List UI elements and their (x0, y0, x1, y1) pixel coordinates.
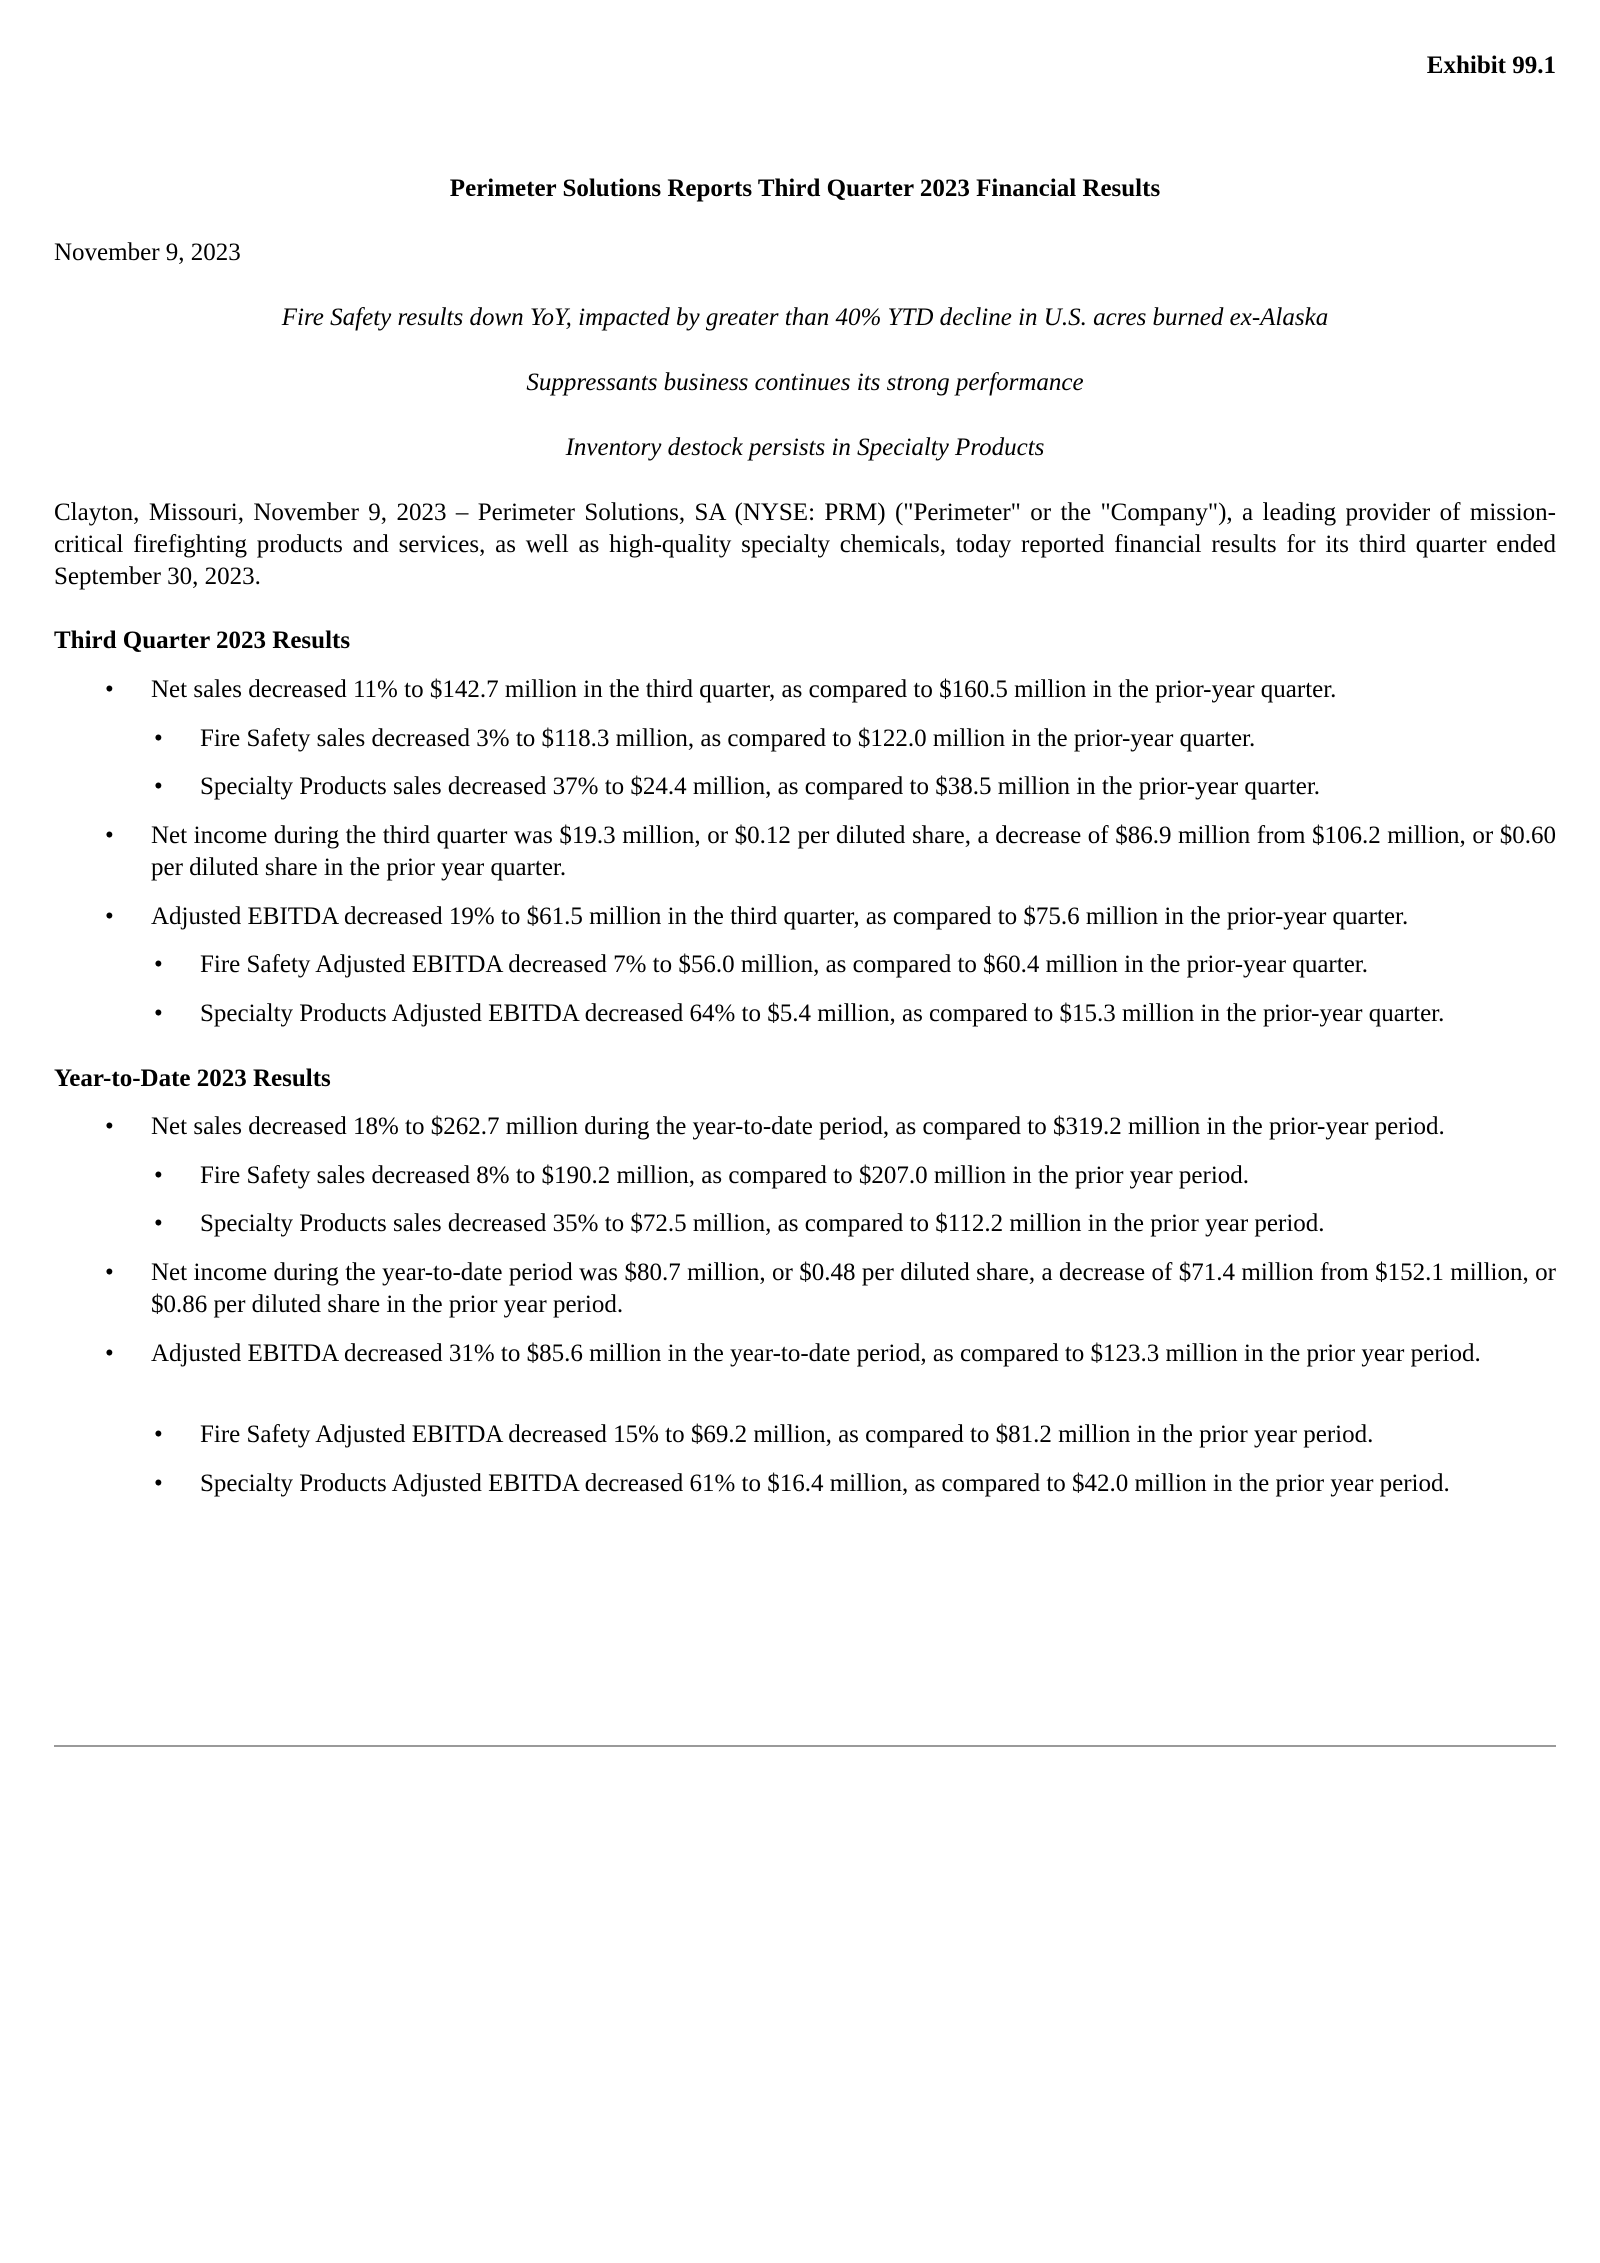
list-item (105, 901, 1556, 933)
list-item (105, 1111, 1556, 1143)
bullet-icon: • (154, 1162, 163, 1189)
bullet-icon: • (154, 1210, 163, 1237)
list-item (105, 1257, 1556, 1321)
exhibit-label: Exhibit 99.1 (1426, 52, 1556, 79)
list-item-text: Specialty Products Adjusted EBITDA decreased 64% to $5.4 million, as compared to $15.3 million in the prior-year quarter. (200, 1000, 1445, 1027)
list-item-text: Adjusted EBITDA decreased 31% to $85.6 million in the year-to-date period, as compared to $123.3 million in the prior year period. (151, 1340, 1481, 1367)
list-item (154, 723, 1556, 755)
list-item-text: Specialty Products sales decreased 37% to $24.4 million, as compared to $38.5 million in the prior-year quarter. (200, 773, 1321, 800)
bullet-icon: • (154, 951, 163, 978)
list-item (154, 1468, 1556, 1500)
list-item (105, 1338, 1556, 1370)
list-item-text: Net income during the third quarter was $19.3 million, or $0.12 per diluted share, a decrease of $86.9 million from $106.2 million, or $0.60 per diluted share in the prior year quarter. (151, 822, 1556, 881)
bullet-icon: • (105, 1259, 114, 1286)
bullet-icon: • (105, 676, 114, 703)
bullet-icon: • (105, 1340, 114, 1367)
list-item-text: Fire Safety sales decreased 3% to $118.3 million, as compared to $122.0 million in the prior-year quarter. (200, 725, 1256, 752)
page-title: Perimeter Solutions Reports Third Quarter 2023 Financial Results (449, 175, 1161, 202)
subhead-suppressants: Suppressants business continues its strong performance (526, 369, 1084, 396)
list-item (154, 949, 1556, 981)
intro-paragraph: Clayton, Missouri, November 9, 2023 – Perimeter Solutions, SA (NYSE: PRM) ("Perimeter" or the "Company"), a leading provider of mission-critical firefighting products and services, as well as high-quality specialty chemicals, today reported financial results for its third quarter ended September 30, 2023. (54, 499, 1556, 590)
list-item-text: Specialty Products Adjusted EBITDA decreased 61% to $16.4 million, as compared to $42.0 million in the prior year period. (200, 1470, 1450, 1497)
bullet-icon: • (154, 1421, 163, 1448)
release-date: November 9, 2023 (54, 239, 241, 266)
list-item-text: Specialty Products sales decreased 35% to $72.5 million, as compared to $112.2 million in the prior year period. (200, 1210, 1325, 1237)
list-item-text: Net income during the year-to-date period was $80.7 million, or $0.48 per diluted share, a decrease of $71.4 million from $152.1 million, or $0.86 per diluted share in the prior year period. (151, 1259, 1556, 1318)
subhead-fire-safety: Fire Safety results down YoY, impacted by greater than 40% YTD decline in U.S. acres burned ex-Alaska (281, 304, 1329, 331)
list-item (154, 1208, 1556, 1240)
list-item-text: Fire Safety sales decreased 8% to $190.2 million, as compared to $207.0 million in the prior year period. (200, 1162, 1250, 1189)
bullet-icon: • (154, 773, 163, 800)
list-item-text: Net sales decreased 11% to $142.7 million in the third quarter, as compared to $160.5 million in the prior-year quarter. (151, 676, 1337, 703)
list-item-text: Fire Safety Adjusted EBITDA decreased 7% to $56.0 million, as compared to $60.4 million in the prior-year quarter. (200, 951, 1368, 978)
page-divider (54, 1745, 1556, 1747)
list-item (154, 1419, 1556, 1451)
list-item (154, 1160, 1556, 1192)
ytd-heading: Year-to-Date 2023 Results (54, 1065, 331, 1092)
bullet-icon: • (105, 1113, 114, 1140)
subhead-inventory: Inventory destock persists in Specialty Products (565, 434, 1045, 461)
list-item-text: Net sales decreased 18% to $262.7 million during the year-to-date period, as compared to $319.2 million in the prior-year period. (151, 1113, 1445, 1140)
bullet-icon: • (154, 1000, 163, 1027)
list-item-text: Fire Safety Adjusted EBITDA decreased 15% to $69.2 million, as compared to $81.2 million in the prior year period. (200, 1421, 1374, 1448)
list-item (105, 674, 1556, 706)
list-item (154, 998, 1556, 1030)
list-item-text: Adjusted EBITDA decreased 19% to $61.5 million in the third quarter, as compared to $75.6 million in the prior-year quarter. (151, 903, 1409, 930)
bullet-icon: • (154, 1470, 163, 1497)
list-item (105, 820, 1556, 884)
bullet-icon: • (105, 903, 114, 930)
q3-heading: Third Quarter 2023 Results (54, 627, 351, 654)
list-item (154, 771, 1556, 803)
bullet-icon: • (105, 822, 114, 849)
bullet-icon: • (154, 725, 163, 752)
